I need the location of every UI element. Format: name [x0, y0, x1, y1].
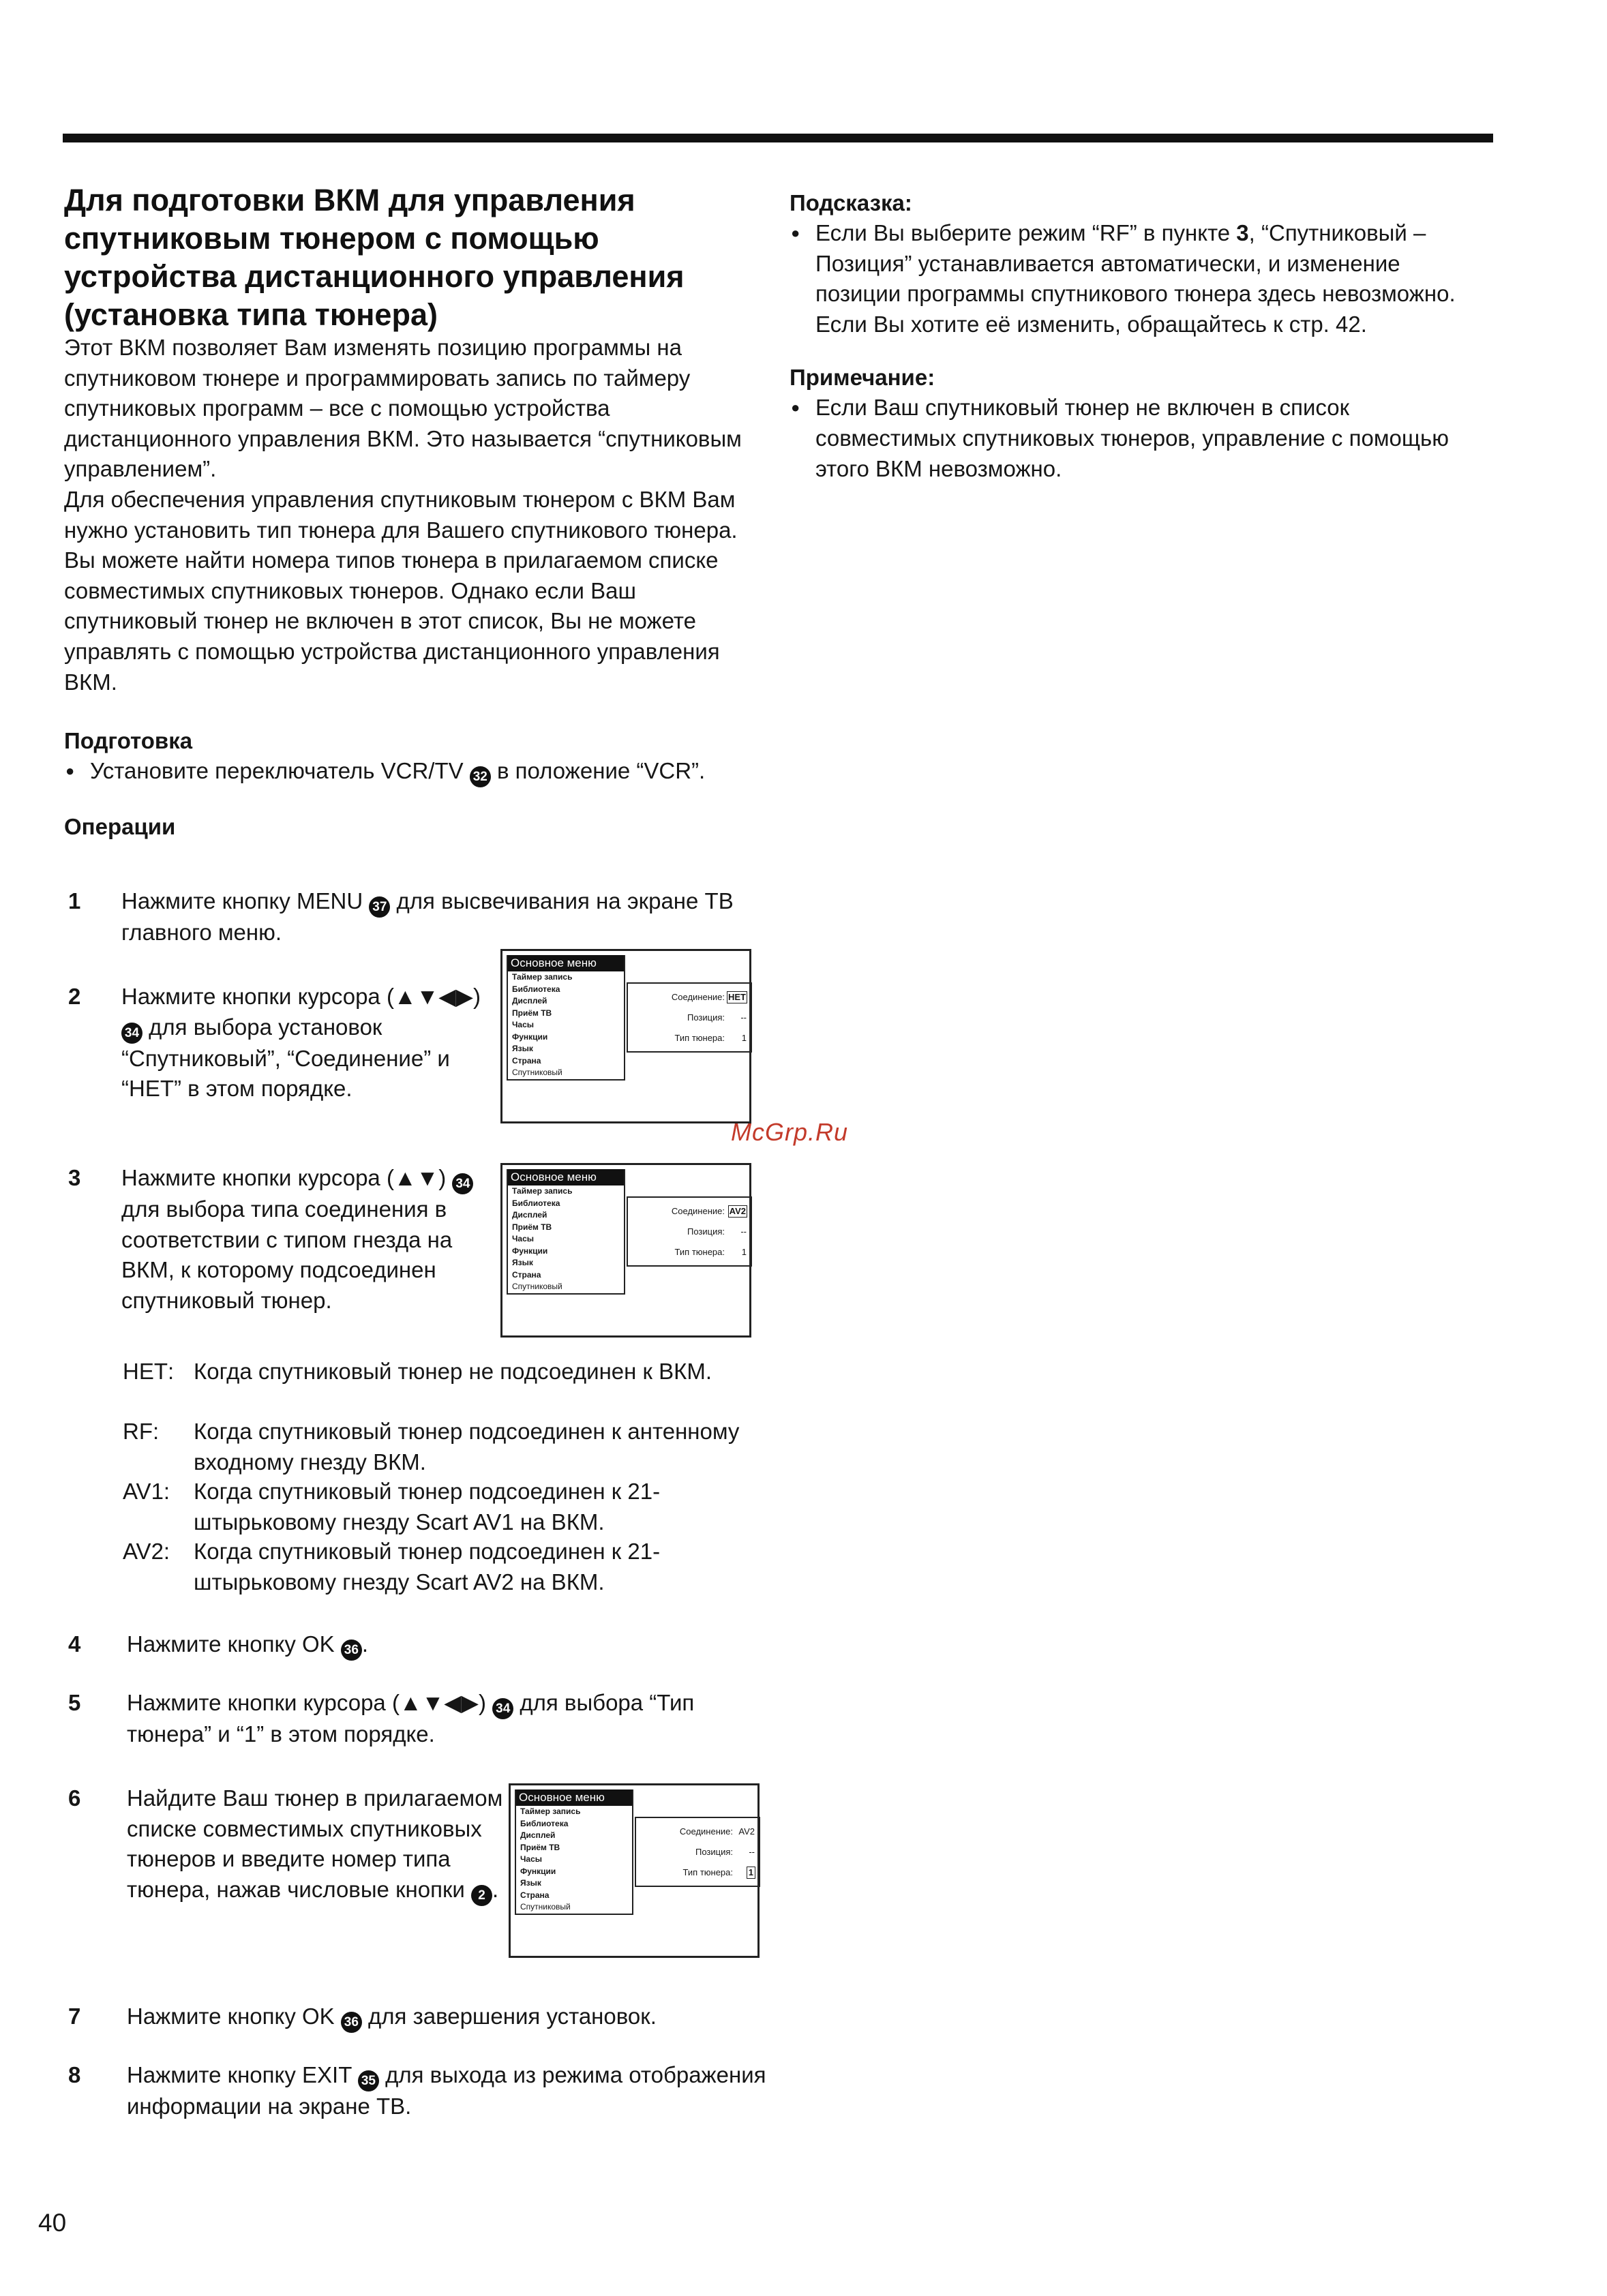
main-menu	[515, 1789, 633, 1915]
connection-type-av2	[123, 1537, 777, 1598]
connection-key: RF:	[123, 1419, 160, 1444]
button-37-badge: 37	[369, 896, 390, 918]
step-number: 1	[68, 888, 81, 913]
satellite-submenu	[627, 982, 752, 1053]
row-label: Соединение:	[679, 1826, 733, 1837]
right-column	[790, 188, 1471, 484]
menu-item-country: Страна	[512, 1055, 541, 1066]
button-32-badge: 32	[470, 766, 491, 787]
step-text	[127, 1629, 368, 1661]
step-number: 3	[68, 1165, 81, 1190]
row-label: Соединение:	[671, 1206, 725, 1216]
preparation-text-end: в положение “VCR”.	[496, 758, 706, 784]
connection-type-av1	[123, 1477, 777, 1538]
step-4-text: Нажмите кнопку OK	[127, 1631, 335, 1657]
connection-desc: Когда спутниковый тюнер подсоединен к антенному входному гнезду ВКМ.	[194, 1419, 740, 1475]
top-rule	[63, 134, 1493, 142]
step-text	[127, 1688, 781, 1750]
step-5-text: Нажмите кнопки курсора (▲▼◀▶)	[127, 1690, 487, 1715]
main-menu	[507, 955, 625, 1081]
menu-item-tv-reception: Приём ТВ	[512, 1008, 552, 1018]
note-heading: Примечание:	[790, 365, 935, 391]
row-value: 1	[748, 1867, 753, 1877]
step-text	[127, 2002, 657, 2033]
menu-item-tv-reception: Приём ТВ	[520, 1842, 560, 1852]
button-36-badge: 36	[341, 1640, 362, 1661]
hint-text-end: , “Спутниковый – Позиция” устанавливается автоматически, и изменение позиции программы спутникового тюнера здесь невозможно. Если Вы хотите её изменить, обращайтесь к стр. 42.	[815, 220, 1456, 337]
menu-item-country: Страна	[520, 1890, 550, 1900]
intro-paragraph-1: Этот ВКМ позволяет Вам изменять позицию программы на спутниковом тюнере и программировать запись по таймеру спутниковых программ – все с помощью устройства дистанционного управления ВКМ. Это называется “спутниковым управлением”.	[64, 335, 742, 482]
step-number: 6	[68, 1785, 81, 1811]
button-2-badge: 2	[471, 1885, 492, 1906]
connection-desc: Когда спутниковый тюнер подсоединен к 21-штырьковому гнезду Scart AV1 на ВКМ.	[194, 1479, 661, 1535]
menu-item-language: Язык	[520, 1878, 541, 1888]
menu-item-library: Библиотека	[512, 1198, 560, 1208]
note-bullet: ● Если Ваш спутниковый тюнер не включен в список совместимых спутниковых тюнеров, управление с помощью этого ВКМ невозможно.	[790, 393, 1471, 484]
menu-title: Основное меню	[508, 1169, 624, 1185]
watermark: McGrp.Ru	[731, 1118, 849, 1146]
hint-step-ref: 3	[1236, 220, 1249, 245]
step-4-text-end: .	[361, 1631, 369, 1657]
row-value: --	[740, 1226, 747, 1237]
button-34-badge: 34	[121, 1023, 142, 1044]
menu-item-library: Библиотека	[512, 984, 560, 994]
preparation-bullet	[64, 756, 766, 787]
button-34-badge: 34	[492, 1698, 513, 1719]
tv-screen-1	[500, 949, 751, 1123]
submenu-row-position	[631, 1222, 748, 1242]
menu-item-language: Язык	[512, 1044, 533, 1053]
row-value: 1	[741, 1033, 747, 1043]
step-2-text: Нажмите кнопки курсора (▲▼◀▶)	[121, 984, 481, 1009]
menu-item-satellite: Спутниковый	[520, 1902, 571, 1912]
menu-title: Основное меню	[508, 955, 624, 971]
step-7-text: Нажмите кнопку OK	[127, 2004, 335, 2029]
step-number: 8	[68, 2062, 81, 2087]
row-label: Позиция:	[687, 1012, 725, 1023]
step-6-text-end: .	[492, 1876, 499, 1902]
row-value: 1	[741, 1247, 747, 1257]
row-label: Тип тюнера:	[682, 1867, 733, 1877]
row-label: Тип тюнера:	[674, 1247, 725, 1257]
hint-text: Если Вы выберите режим “RF” в пункте	[815, 220, 1231, 245]
tv-screen-2	[500, 1163, 751, 1338]
step-8-text: Нажмите кнопку EXIT	[127, 2062, 352, 2087]
menu-item-library: Библиотека	[520, 1818, 569, 1828]
menu-item-tv-reception: Приём ТВ	[512, 1222, 552, 1232]
row-label: Позиция:	[695, 1847, 733, 1857]
button-34-badge: 34	[452, 1173, 473, 1194]
step-2-text-end: для выбора установок “Спутниковый”, “Соединение” и “НЕТ” в этом порядке.	[121, 1014, 450, 1102]
step-number: 7	[68, 2004, 81, 2029]
menu-item-functions: Функции	[520, 1866, 556, 1876]
row-label: Позиция:	[687, 1226, 725, 1237]
row-label: Тип тюнера:	[674, 1033, 725, 1043]
menu-item-display: Дисплей	[520, 1830, 556, 1840]
step-text	[127, 2060, 781, 2122]
preparation-text: Установите переключатель VCR/TV	[90, 758, 464, 784]
preparation-section	[64, 726, 766, 787]
connection-desc: Когда спутниковый тюнер подсоединен к 21-штырьковому гнезду Scart AV2 на ВКМ.	[194, 1539, 661, 1595]
step-number: 5	[68, 1690, 81, 1715]
menu-item-display: Дисплей	[512, 996, 547, 1006]
step-3-text-end: для выбора типа соединения в соответствии с типом гнезда на ВКМ, к которому подсоединен спутниковый тюнер.	[121, 1196, 453, 1313]
satellite-submenu	[627, 1196, 752, 1267]
main-menu	[507, 1169, 625, 1295]
menu-item-timer: Таймер запись	[520, 1807, 581, 1816]
tv-screen-3	[509, 1783, 760, 1958]
connection-type-none	[123, 1357, 777, 1418]
page-title: Для подготовки ВКМ для управления спутниковым тюнером с помощью устройства дистанционного управления (установка типа тюнера)	[64, 183, 685, 332]
row-value: --	[749, 1847, 755, 1857]
row-label: Соединение:	[671, 992, 725, 1002]
step-text	[121, 886, 776, 948]
submenu-row-tuner-type	[631, 1028, 748, 1048]
step-1-text: Нажмите кнопку MENU	[121, 888, 363, 913]
menu-item-satellite: Спутниковый	[512, 1282, 562, 1291]
step-6-text: Найдите Ваш тюнер в прилагаемом списке совместимых спутниковых тюнеров и введите номер типа тюнера, нажав числовые кнопки	[127, 1785, 503, 1902]
menu-title: Основное меню	[516, 1789, 632, 1806]
preparation-heading: Подготовка	[64, 728, 193, 754]
row-value: AV2	[729, 1206, 746, 1216]
hint-bullet	[790, 218, 1471, 339]
connection-key: AV2:	[123, 1539, 170, 1564]
menu-item-functions: Функции	[512, 1031, 548, 1042]
step-text	[121, 1163, 490, 1316]
connection-key: AV1:	[123, 1479, 170, 1504]
step-8-text-end: для выхода из режима отображения информации на экране ТВ.	[127, 2062, 766, 2119]
connection-desc: Когда спутниковый тюнер не подсоединен к ВКМ.	[194, 1359, 712, 1384]
menu-item-clock: Часы	[520, 1854, 543, 1864]
row-value: AV2	[738, 1826, 755, 1837]
row-value: НЕТ	[728, 992, 746, 1002]
submenu-row-connection	[639, 1822, 756, 1842]
operations-heading: Операции	[64, 814, 176, 840]
hint-heading: Подсказка:	[790, 190, 912, 215]
step-5-text-end: для выбора “Тип тюнера” и “1” в этом порядке.	[127, 1690, 695, 1747]
submenu-row-connection	[631, 987, 748, 1008]
step-1-text-end: для высвечивания на экране ТВ главного меню.	[121, 888, 734, 945]
page-number: 40	[38, 2209, 67, 2237]
menu-item-satellite: Спутниковый	[512, 1068, 562, 1077]
button-35-badge: 35	[358, 2070, 379, 2091]
step-3-text: Нажмите кнопки курсора (▲▼)	[121, 1165, 447, 1190]
menu-item-timer: Таймер запись	[512, 972, 573, 982]
button-36-badge: 36	[341, 2012, 362, 2033]
step-text	[127, 1783, 509, 1906]
menu-item-functions: Функции	[512, 1245, 548, 1256]
connection-key: НЕТ:	[123, 1359, 175, 1384]
intro-paragraph-2: Для обеспечения управления спутниковым тюнером с ВКМ Вам нужно установить тип тюнера для Вашего спутникового тюнера. Вы можете найти номера типов тюнера в прилагаемом списке совместимых спутниковых тюнеров. Однако если Ваш спутниковый тюнер не включен в этот список, Вы не можете управлять с помощью устройства дистанционного управления ВКМ.	[64, 486, 738, 695]
step-number: 4	[68, 1631, 81, 1657]
step-number: 2	[68, 984, 81, 1009]
step-7-text-end: для завершения установок.	[368, 2004, 657, 2029]
submenu-row-position	[639, 1842, 756, 1862]
left-column	[64, 181, 766, 842]
menu-item-country: Страна	[512, 1269, 541, 1280]
menu-item-timer: Таймер запись	[512, 1186, 573, 1196]
connection-type-rf	[123, 1417, 777, 1478]
submenu-row-position	[631, 1008, 748, 1028]
satellite-submenu	[635, 1817, 760, 1887]
submenu-row-tuner-type	[631, 1242, 748, 1263]
intro	[64, 333, 766, 697]
row-value: --	[740, 1012, 747, 1023]
menu-item-display: Дисплей	[512, 1210, 547, 1220]
menu-item-clock: Часы	[512, 1234, 535, 1243]
menu-item-language: Язык	[512, 1258, 533, 1267]
step-text	[121, 982, 490, 1104]
menu-item-clock: Часы	[512, 1020, 535, 1029]
submenu-row-tuner-type	[639, 1862, 756, 1883]
submenu-row-connection	[631, 1201, 748, 1222]
